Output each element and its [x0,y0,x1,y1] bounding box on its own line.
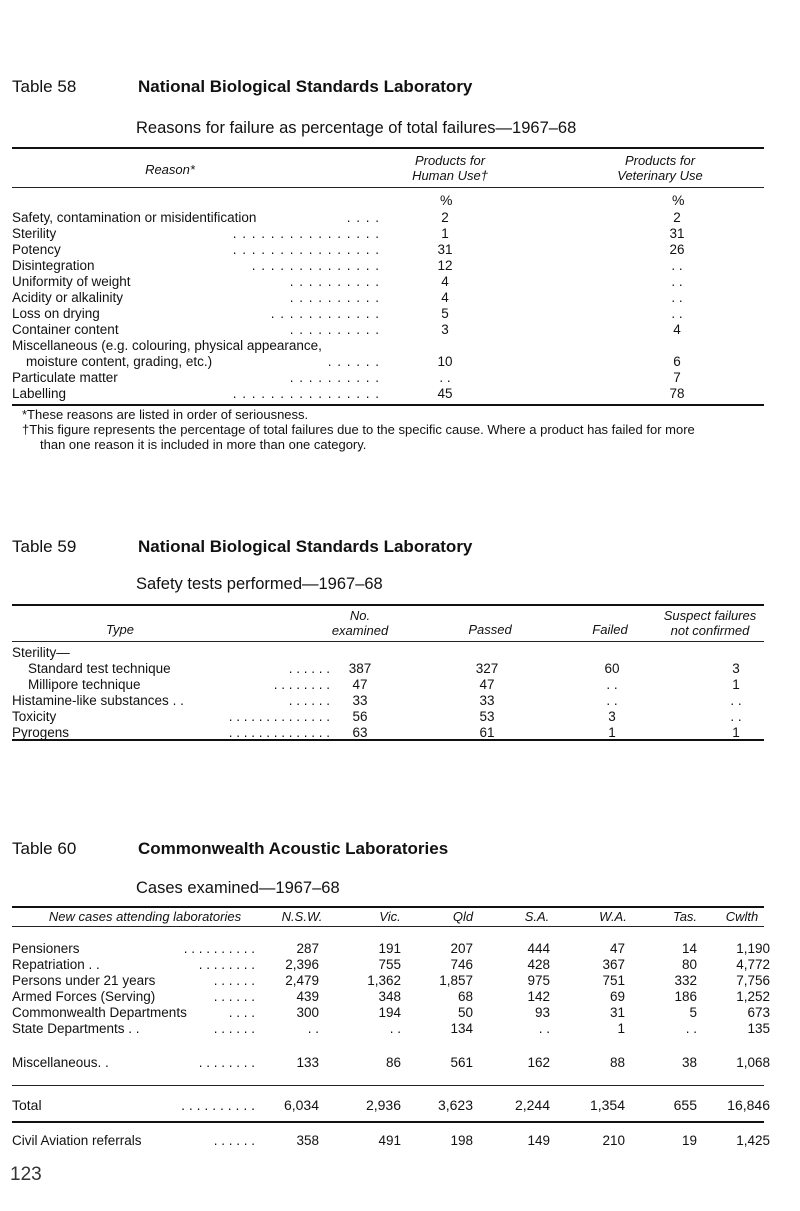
t60-value: 1 [617,1021,625,1036]
t60-header-rule [12,926,764,927]
t60-value: 751 [602,973,625,988]
t59-leader-dots: . . . . . . . . [273,677,330,692]
t60-value: 93 [534,1005,550,1020]
t60-value: 1,362 [367,973,401,988]
t60-leader-dots: . . . . . . . . . . [183,941,255,956]
t58-vet-value: . . [671,306,683,321]
t58-reason: Loss on drying [12,306,100,321]
t60-subtitle: Cases examined—1967–68 [136,879,340,897]
t58-vet-value: 78 [669,386,685,401]
t58-header-rule [12,187,764,188]
t60-value: 358 [296,1133,319,1148]
t60-value: . . [307,1021,319,1036]
t58-reason: Uniformity of weight [12,274,131,289]
t58-reason: Container content [12,322,119,337]
t60-value: 6,034 [283,1097,319,1113]
t59-col-failed: Failed [592,622,628,637]
t60-value: 755 [378,957,401,972]
t60-value: 746 [450,957,473,972]
t58-row [0,258,800,274]
t60-value: 50 [457,1005,473,1020]
t58-reason: Safety, contamination or misidentification [12,210,257,225]
t58-human-value: 12 [437,258,453,273]
t60-value: 1,857 [439,973,473,988]
t60-value: 135 [747,1021,770,1036]
t60-leader-dots: . . . . [228,1005,255,1020]
t58-row [0,354,800,370]
t60-row [0,973,800,989]
t59-failed: . . [606,677,618,692]
t59-failed: 1 [608,725,616,740]
t58-vet-value: 26 [669,242,685,257]
t59-type: Standard test technique [28,661,171,676]
t59-failed: . . [606,693,618,708]
t59-type: Pyrogens [12,725,70,740]
t60-number: Table 60 [12,839,77,858]
t58-leader-dots: . . . . . . . . . . . . . . [251,258,380,273]
t58-heading: National Biological Standards Laboratory [138,77,473,96]
t58-reason: Labelling [12,386,67,401]
t60-value: 80 [681,957,697,972]
t60-label: Total [12,1097,42,1113]
t60-label: Civil Aviation referrals [12,1133,142,1148]
t58-human-value: 10 [437,354,453,369]
t60-value: 16,846 [727,1097,770,1113]
t60-value: . . [389,1021,401,1036]
t58-row [0,242,800,258]
t60-leader-dots: . . . . . . . . [198,957,255,972]
t58-vet-value: . . [671,290,683,305]
t58-leader-dots: . . . . . . . . . . [289,274,380,289]
t60-col-header: Vic. [379,909,401,924]
t58-col-vet: Products for Veterinary Use [617,153,703,183]
t58-reason: Acidity or alkalinity [12,290,124,305]
t60-value: 210 [602,1133,625,1148]
t60-value: 207 [450,941,473,956]
t60-value: 194 [378,1005,401,1020]
t58-row [0,290,800,306]
t59-top-rule [12,604,764,606]
t60-label: Miscellaneous. . [12,1055,109,1070]
t60-col-header: Cwlth [725,909,759,924]
t58-pct-vet: % [672,192,685,208]
t60-value: 491 [378,1133,401,1148]
t59-suspect: 1 [732,725,740,740]
t58-reason: Sterility [12,226,57,241]
t59-type: Millipore technique [28,677,141,692]
t60-value: 300 [296,1005,319,1020]
t60-value: 31 [609,1005,625,1020]
t59-row [0,661,800,677]
t59-examined: 47 [352,677,368,692]
t58-human-value: 5 [441,306,449,321]
t58-vet-value: 6 [673,354,681,369]
t59-col-passed: Passed [468,622,512,637]
t58-reason: Particulate matter [12,370,118,385]
t59-col-type: Type [106,622,134,637]
t60-value: 332 [674,973,697,988]
t58-row [0,322,800,338]
t59-row [0,709,800,725]
t58-human-value: 4 [441,290,449,305]
t60-value: 444 [527,941,550,956]
t59-passed: 47 [479,677,495,692]
t60-top-rule [12,906,764,908]
t58-col-reason: Reason* [145,162,195,177]
t60-leader-dots: . . . . . . . . . . [181,1097,255,1113]
t58-vet-value: 7 [673,370,681,385]
t60-value: 14 [681,941,697,956]
t59-header-rule [12,641,764,642]
t58-human-value: 45 [437,386,453,401]
t58-row [0,210,800,226]
t58-leader-dots: . . . . . . . . . . . . . . . . [232,386,380,401]
t58-leader-dots: . . . . [346,210,380,225]
t60-value: 2,396 [285,957,319,972]
t58-vet-value: 4 [673,322,681,337]
t60-value: . . [685,1021,697,1036]
t59-suspect: 3 [732,661,740,676]
t58-vet-value: . . [671,258,683,273]
t59-subtitle: Safety tests performed—1967–68 [136,575,383,593]
t60-value: 2,936 [365,1097,401,1113]
t60-leader-dots: . . . . . . [213,973,255,988]
t58-vet-value: 2 [673,210,681,225]
t60-leader-dots: . . . . . . [213,989,255,1004]
t58-leader-dots: . . . . . . . . . . [289,290,380,305]
t59-number: Table 59 [12,537,77,556]
t60-label: Persons under 21 years [12,973,156,988]
t59-passed: 327 [475,661,499,676]
t60-leader-dots: . . . . . . . . [198,1055,255,1070]
t59-leader-dots: . . . . . . [288,693,330,708]
t60-col-header: W.A. [599,909,627,924]
t60-value: 1,425 [736,1133,770,1148]
t59-row [0,677,800,693]
t58-bottom-rule [12,404,764,406]
t58-row [0,226,800,242]
t60-value: 5 [689,1005,697,1020]
t58-number: Table 58 [12,77,77,96]
t59-examined: 56 [352,709,368,724]
t60-value: 4,772 [736,957,770,972]
t59-suspect: 1 [732,677,740,692]
t60-civil-row [0,1133,800,1149]
t58-leader-dots: . . . . . . . . . . . . [270,306,380,321]
t58-human-value: 3 [441,322,449,337]
t58-vet-value: 31 [669,226,685,241]
t58-reason: Miscellaneous (e.g. colouring, physical appearance, [12,338,322,353]
t60-value: 1,252 [736,989,770,1004]
t58-human-value: 4 [441,274,449,289]
t60-value: 186 [674,989,697,1004]
t60-total-rule [12,1085,764,1086]
t58-leader-dots: . . . . . . [327,354,380,369]
t58-note-3: than one reason it is included in more than one category. [40,437,367,452]
t60-label: Repatriation . . [12,957,100,972]
t60-value: 655 [673,1097,697,1113]
t58-pct-human: % [440,192,453,208]
t60-row [0,989,800,1005]
t59-bottom-rule [12,739,764,741]
t60-value: 86 [385,1055,401,1070]
t58-human-value: 1 [441,226,449,241]
t60-value: 3,623 [437,1097,473,1113]
t59-leader-dots: . . . . . . . . . . . . . . [228,725,330,740]
t60-label: Commonwealth Departments [12,1005,187,1020]
t60-value: 1,068 [736,1055,770,1070]
t59-passed: 53 [479,709,495,724]
t59-row [0,693,800,709]
t59-suspect: . . [730,709,742,724]
t59-suspect: . . [730,693,742,708]
t60-value: 88 [609,1055,625,1070]
t58-leader-dots: . . . . . . . . . . [289,370,380,385]
t59-type: Toxicity [12,709,57,724]
t60-value: 149 [527,1133,550,1148]
t60-col-label: New cases attending laboratories [48,909,242,924]
t59-heading: National Biological Standards Laboratory [138,537,473,556]
t58-row [0,386,800,402]
t59-col-suspect: Suspect failures not confirmed [663,608,757,638]
t60-leader-dots: . . . . . . [213,1133,255,1148]
t58-row [0,370,800,386]
t60-row [0,941,800,957]
t58-note-1: *These reasons are listed in order of seriousness. [22,407,309,422]
t59-leader-dots: . . . . . . . . . . . . . . [228,709,330,724]
t60-label: Pensioners [12,941,80,956]
t60-value: 7,756 [736,973,770,988]
t60-value: 561 [450,1055,473,1070]
t60-value: 975 [527,973,550,988]
t58-reason: Potency [12,242,61,257]
t60-col-header: Tas. [672,909,698,924]
t58-top-rule [12,147,764,149]
t59-examined: 387 [348,661,372,676]
t60-value: 69 [609,989,625,1004]
t58-human-value: 2 [441,210,449,225]
t60-value: 198 [450,1133,473,1148]
t60-col-header: Qld [452,909,474,924]
t59-group-label: Sterility— [12,645,70,660]
t60-value: 134 [450,1021,473,1036]
t58-row [0,274,800,290]
t58-note-2: †This figure represents the percentage of total failures due to the specific cause. Where a product has failed for more [22,422,695,437]
t59-examined: 63 [352,725,368,740]
t58-subtitle: Reasons for failure as percentage of total failures—1967–68 [136,119,577,137]
t60-value: 68 [457,989,473,1004]
t60-leader-dots: . . . . . . [213,1021,255,1036]
t60-value: 2,244 [514,1097,550,1113]
t59-passed: 61 [479,725,495,740]
t60-value: 133 [296,1055,319,1070]
t58-row [0,338,800,354]
t60-value: 47 [609,941,625,956]
t59-failed: 3 [608,709,616,724]
t60-value: 287 [296,941,319,956]
t59-type: Histamine-like substances . . [12,693,184,708]
t60-value: 2,479 [285,973,319,988]
t60-row [0,1055,800,1071]
t60-label: Armed Forces (Serving) [12,989,156,1004]
t60-value: . . [538,1021,550,1036]
t60-value: 439 [296,989,319,1004]
t60-value: 428 [527,957,550,972]
t59-passed: 33 [479,693,495,708]
t58-human-value: . . [439,370,451,385]
t60-row [0,1005,800,1021]
t60-bottom-rule [12,1121,764,1123]
t60-value: 38 [681,1055,697,1070]
t60-value: 1,190 [736,941,770,956]
t60-value: 162 [527,1055,550,1070]
t58-reason: moisture content, grading, etc.) [26,354,213,369]
t60-col-header: N.S.W. [281,909,323,924]
t58-leader-dots: . . . . . . . . . . [289,322,380,337]
t60-value: 367 [602,957,625,972]
t60-heading: Commonwealth Acoustic Laboratories [138,839,449,858]
page-number: 123 [10,1164,42,1185]
t60-row [0,957,800,973]
t60-value: 19 [681,1133,697,1148]
t60-value: 673 [747,1005,770,1020]
t60-value: 142 [527,989,550,1004]
t60-label: State Departments . . [12,1021,140,1036]
t59-col-examined: No. examined [331,608,389,638]
t59-leader-dots: . . . . . . [288,661,330,676]
t58-col-human: Products for Human Use† [412,153,488,183]
t60-row [0,1021,800,1037]
t58-reason: Disintegration [12,258,95,273]
t60-value: 1,354 [589,1097,625,1113]
t60-value: 191 [378,941,401,956]
t59-examined: 33 [352,693,368,708]
t58-leader-dots: . . . . . . . . . . . . . . . . [232,226,380,241]
t58-vet-value: . . [671,274,683,289]
t59-failed: 60 [604,661,620,676]
t58-human-value: 31 [437,242,453,257]
t60-value: 348 [378,989,401,1004]
t60-total-row [0,1097,800,1113]
t58-row [0,306,800,322]
t60-col-header: S.A. [524,909,550,924]
t58-leader-dots: . . . . . . . . . . . . . . . . [232,242,380,257]
